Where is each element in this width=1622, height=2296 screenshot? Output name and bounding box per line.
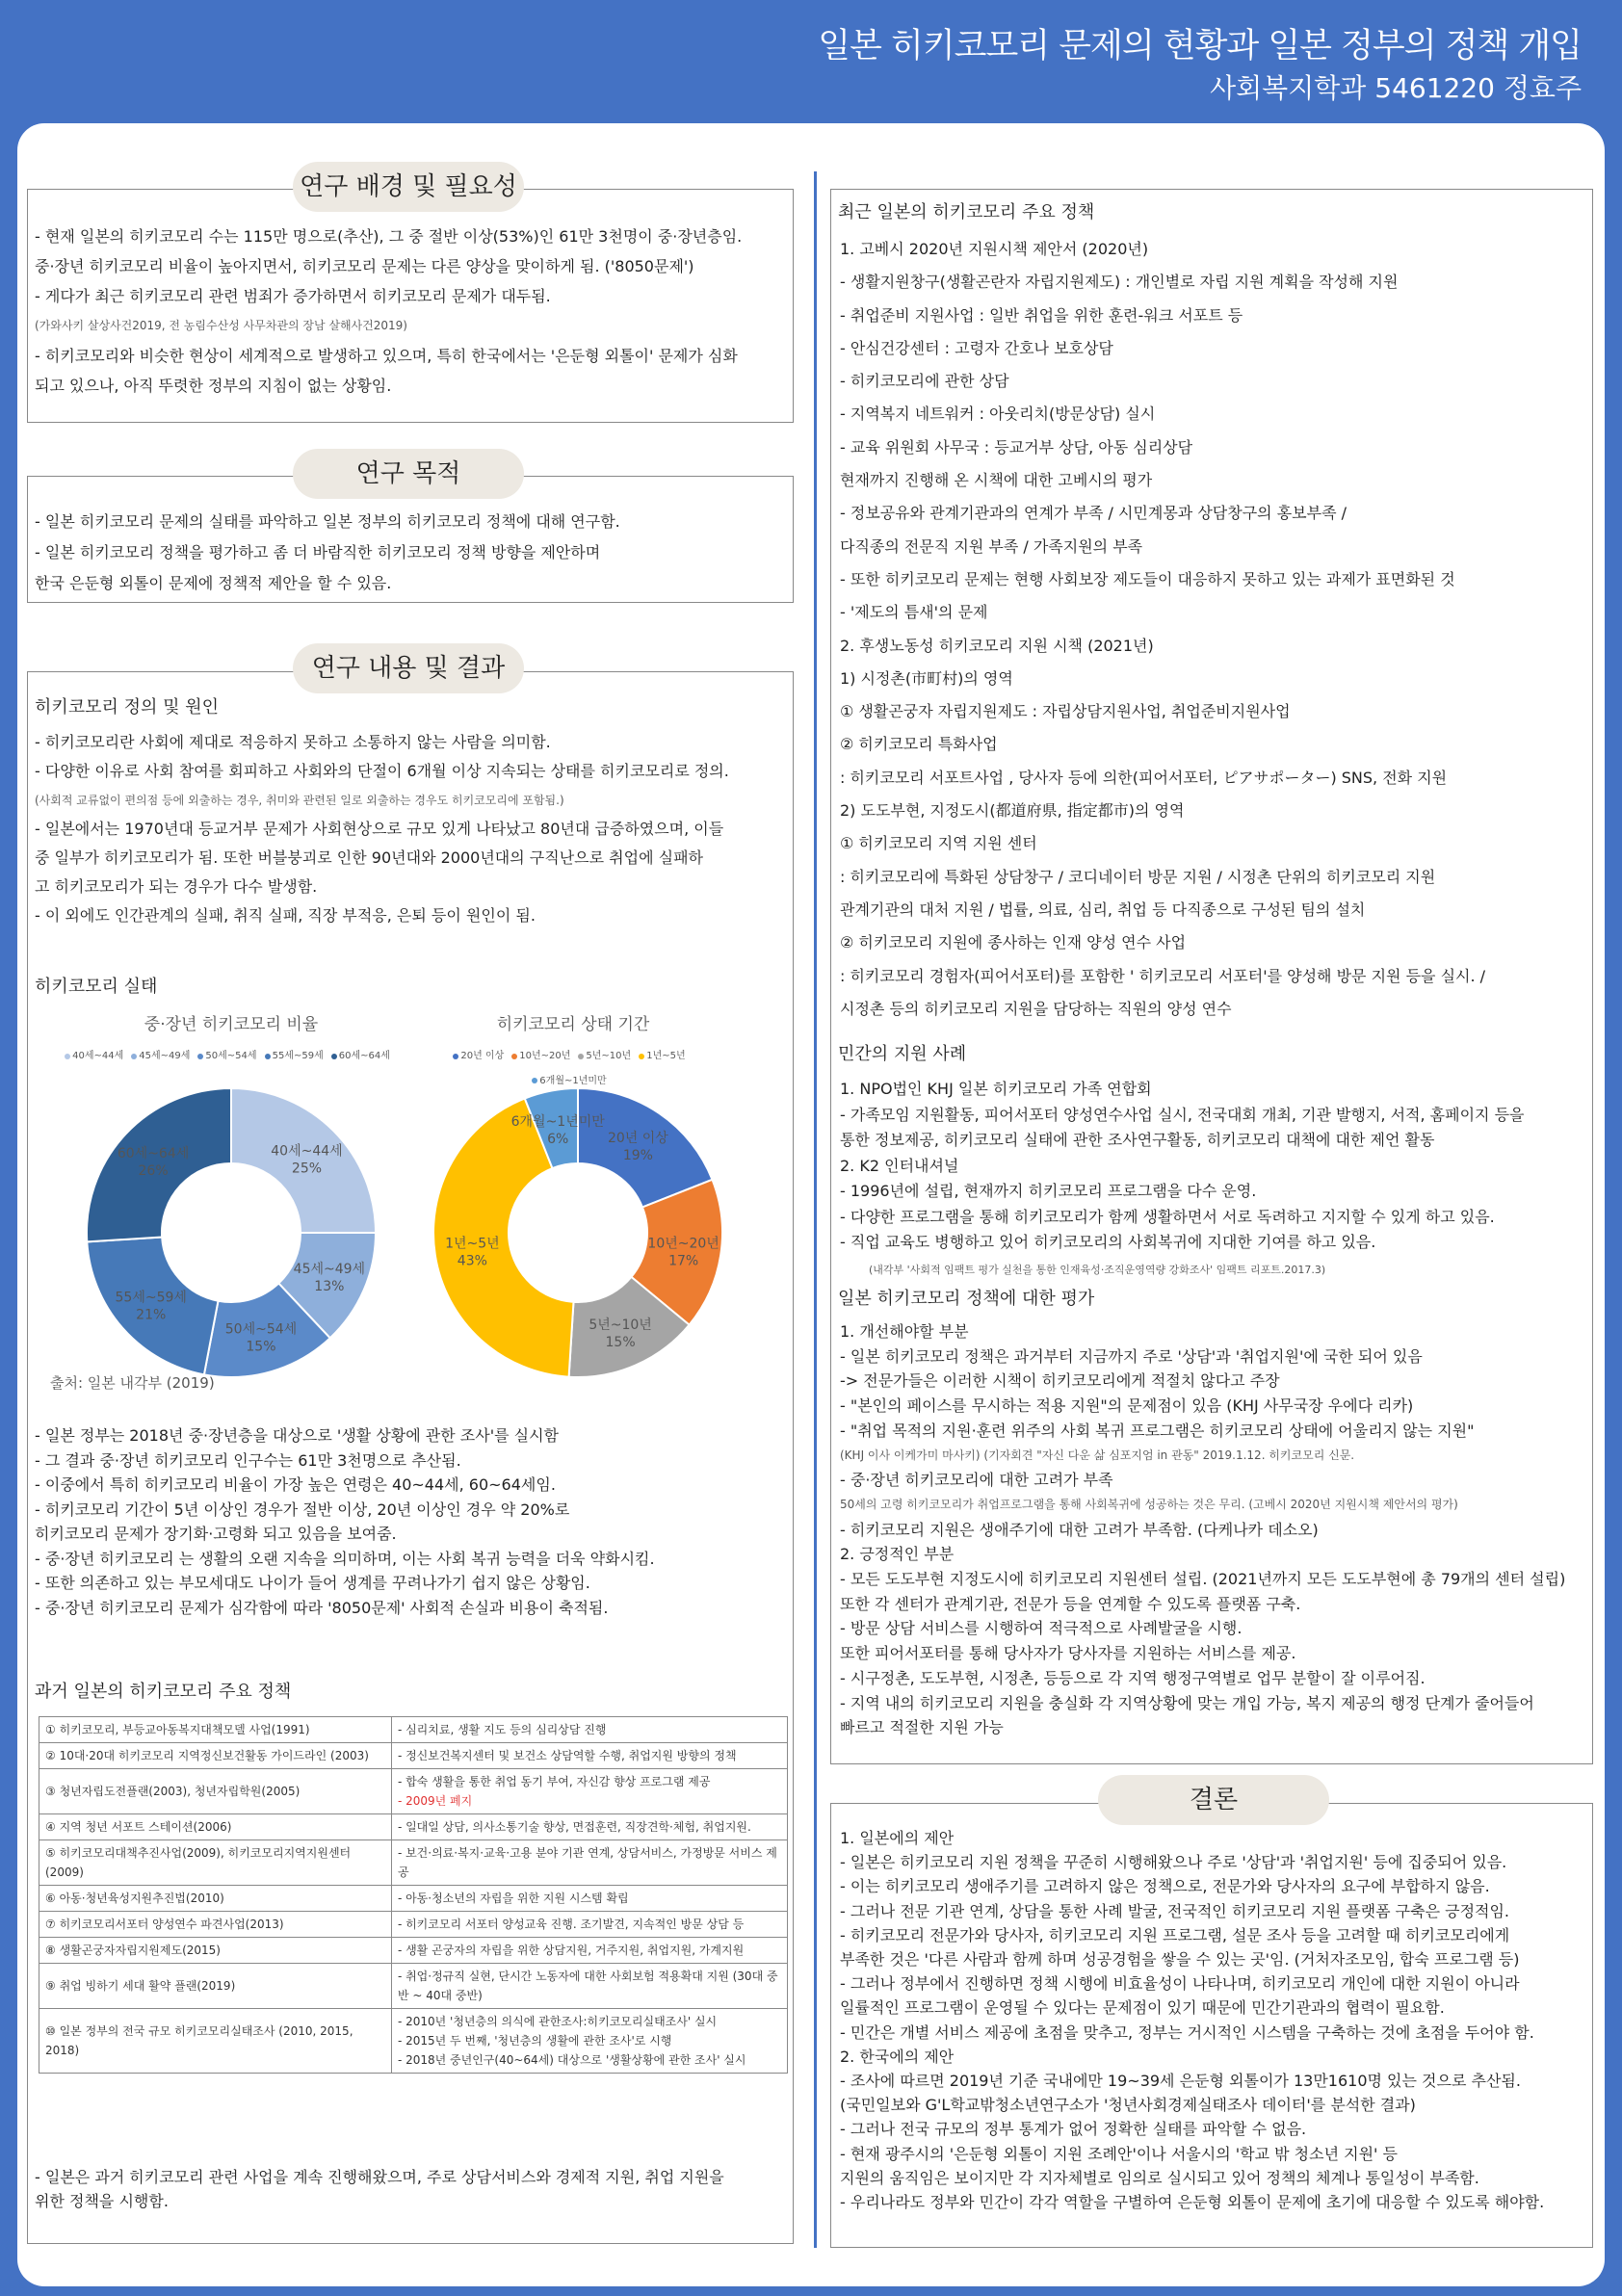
poster-header xyxy=(0,0,1622,125)
table-row xyxy=(39,2009,788,2074)
policy-desc xyxy=(391,1886,787,1912)
text-line: 2. 후생노동성 히키코모리 지원 시책 (2021년) xyxy=(840,636,1154,655)
text-line: 중 일부가 히키코모리가 됨. 또한 버블붕괴로 인한 90년대와 2000년대의 구직난으로 취업에 실패하 xyxy=(35,848,703,867)
text-line: 통한 정보제공, 히키코모리 실태에 관한 조사연구활동, 히키코모리 대책에 대한 제언 활동 xyxy=(840,1131,1435,1149)
slice-label: 55세~59세 xyxy=(115,1290,187,1306)
text-line: : 히키코모리에 특화된 상담창구 / 코디네이터 방문 지원 / 시정촌 단위의 히키코모리 지원 xyxy=(840,867,1436,886)
poster-author: 사회복지학과 5461220 정효주 xyxy=(1210,72,1582,104)
policy-name: ⑤ 히키코모리대책추진사업(2009), 히키코모리지역지원센터(2009) xyxy=(39,1840,392,1886)
text-line: - 히키코모리란 사회에 제대로 적응하지 못하고 소통하지 않는 사람을 의미함. xyxy=(35,733,551,751)
policy-desc-line: - 아동·청소년의 자립을 위한 지원 시스템 확립 xyxy=(397,1892,629,1905)
definition-text xyxy=(35,728,790,930)
policy-desc xyxy=(391,1938,787,1964)
background-heading: 연구 배경 및 필요성 xyxy=(293,162,524,212)
table-row xyxy=(39,1814,788,1840)
text-line: 또한 각 센터가 관계기관, 전문가 등을 연계할 수 있도록 플랫폼 구축. xyxy=(840,1594,1301,1613)
legend-item xyxy=(65,1044,123,1068)
slice-value: 15% xyxy=(605,1334,636,1350)
policy-name: ⑧ 생활곤궁자자립지원제도(2015) xyxy=(39,1938,392,1964)
recent-text xyxy=(840,233,1591,1026)
table-row xyxy=(39,1769,788,1814)
legend-label: 60세~64세 xyxy=(338,1051,390,1061)
policy-desc xyxy=(391,1814,787,1840)
policy-name: ② 10대·20대 히키코모리 지역정신보건활동 가이드라인 (2003) xyxy=(39,1743,392,1769)
legend-label: 10년~20년 xyxy=(519,1051,571,1061)
slice-value: 17% xyxy=(668,1253,699,1269)
text-line: 2. 긍정적인 부분 xyxy=(840,1545,955,1564)
legend-label: 45세~49세 xyxy=(139,1051,191,1061)
text-line: 일률적인 프로그램이 운영될 수 있다는 문제점이 있기 때문에 민간기관과의 협력이 필요함. xyxy=(840,1998,1445,2018)
text-line: -> 전문가들은 이러한 시책이 히키코모리에게 적절치 않다고 주장 xyxy=(840,1371,1280,1391)
text-line: - 또한 의존하고 있는 부모세대도 나이가 들어 생계를 꾸려나가기 쉽지 않은 상황임. xyxy=(35,1574,590,1592)
text-line: 또한 피어서포터를 통해 당사자가 당사자를 지원하는 서비스를 제공. xyxy=(840,1644,1296,1663)
table-row xyxy=(39,1938,788,1964)
policy-desc-line: - 2015년 두 번째, '청년층의 생활에 관한 조사'로 시행 xyxy=(397,2034,672,2048)
text-line: - 조사에 따르면 2019년 기준 국내에만 19~39세 은둔형 외톨이가 13만1610명 있는 것으로 추산됨. xyxy=(840,2072,1521,2091)
background-text xyxy=(35,222,790,401)
policy-desc xyxy=(391,1964,787,2009)
text-line: 중·장년 히키코모리 비율이 높아지면서, 히키코모리 문제는 다른 양상을 맞이하게 됨. ('8050문제') xyxy=(35,257,694,275)
policy-desc-line: - 정신보건복지센터 및 보건소 상담역할 수행, 취업지원 방향의 정책 xyxy=(397,1749,737,1762)
conclusion-heading: 결론 xyxy=(1098,1775,1329,1825)
chart1-legend xyxy=(39,1044,424,1069)
text-line: - 히키코모리 기간이 5년 이상인 경우가 절반 이상, 20년 이상인 경우 약 20%로 xyxy=(35,1500,570,1519)
text-line: - 히키코모리 지원은 생애주기에 대한 고려가 부족함. (다케나카 데소오) xyxy=(840,1520,1319,1539)
text-line: - 일본에서는 1970년대 등교거부 문제가 사회현상으로 규모 있게 나타났고 80년대 급증하였으며, 이들 xyxy=(35,820,724,838)
policy-name: ⑩ 일본 정부의 전국 규모 히키코모리실태조사 (2010, 2015, 2018) xyxy=(39,2009,392,2074)
text-line: - 일본 정부는 2018년 중·장년층을 대상으로 '생활 상황에 관한 조사'를 실시함 xyxy=(35,1426,560,1445)
policy-desc xyxy=(391,1769,787,1814)
legend-item xyxy=(511,1044,570,1068)
text-line: 히키코모리 문제가 장기화·고령화 되고 있음을 보여줌. xyxy=(35,1525,397,1543)
text-line: 1. 일본에의 제안 xyxy=(840,1829,955,1847)
text-line: 50세의 고령 히키코모리가 취업프로그램을 통해 사회복귀에 성공하는 것은 무리. (고베시 2020년 지원시책 제안서의 평가) xyxy=(840,1497,1458,1511)
text-line: - 중·장년 히키코모리 문제가 심각함에 따라 '8050문제' 사회적 손실과 비용이 축적됨. xyxy=(35,1598,609,1617)
text-line: - 히키코모리 전문가와 당사자, 히키코모리 지원 프로그램, 설문 조사 등을 고려할 때 히키코모리에게 xyxy=(840,1925,1510,1944)
content-heading: 연구 내용 및 결과 xyxy=(293,643,524,693)
text-line: - 이중에서 특히 히키코모리 비율이 가장 높은 연령은 40~44세, 60~64세임. xyxy=(35,1475,556,1494)
text-line: - 1996년에 설립, 현재까지 히키코모리 프로그램을 다수 운영. xyxy=(840,1182,1257,1200)
purpose-text xyxy=(35,507,790,599)
policy-desc-line: - 히키코모리 서포터 양성교육 진행. 조기발견, 지속적인 방문 상담 등 xyxy=(397,1918,745,1931)
eval-title: 일본 히키코모리 정책에 대한 평가 xyxy=(838,1289,1095,1309)
donut-slice xyxy=(87,1238,218,1375)
chart2-donut xyxy=(424,1079,732,1387)
policy-desc-line: - 2018년 중년인구(40~64세) 대상으로 '생활상황에 관한 조사' 실시 xyxy=(397,2053,746,2067)
text-line: - 방문 상담 서비스를 시행하여 적극적으로 사례발굴을 시행. xyxy=(840,1619,1243,1638)
table-row xyxy=(39,1964,788,2009)
table-row xyxy=(39,1840,788,1886)
policy-desc-line: - 심리치료, 생활 지도 등의 심리상담 진행 xyxy=(397,1723,607,1736)
definition-title: 히키코모리 정의 및 원인 xyxy=(35,697,220,718)
slice-label: 60세~64세 xyxy=(117,1146,190,1162)
legend-label: 5년~10년 xyxy=(586,1051,632,1061)
text-line: - 그러나 전문 기관 연계, 상담을 통한 사례 발굴, 전국적인 히키코모리 지원 플랫폼 구축은 긍정적임. xyxy=(840,1901,1510,1920)
legend-swatch xyxy=(65,1054,70,1059)
poster-title: 일본 히키코모리 문제의 현황과 일본 정부의 정책 개입 xyxy=(818,27,1582,65)
text-line: - 정보공유와 관계기관과의 연계가 부족 / 시민계몽과 상담창구의 홍보부족 / xyxy=(840,504,1347,523)
legend-swatch xyxy=(578,1054,584,1059)
legend-swatch xyxy=(331,1054,337,1059)
text-line: 1) 시정촌(市町村)의 영역 xyxy=(840,668,1013,688)
private-text xyxy=(840,1077,1591,1256)
text-line: - 이 외에도 인간관계의 실패, 취직 실패, 직장 부적응, 은퇴 등이 원인이 됨. xyxy=(35,906,536,925)
text-line: ① 생활곤궁자 자립지원제도 : 자립상담지원사업, 취업준비지원사업 xyxy=(840,702,1291,721)
slice-value: 25% xyxy=(291,1161,323,1177)
table-row xyxy=(39,1743,788,1769)
policy-desc-line: - 2009년 폐지 xyxy=(397,1794,473,1808)
policy-name: ⑦ 히키코모리서포터 양성연수 파견사업(2013) xyxy=(39,1912,392,1938)
chart-source: 출처: 일본 내각부 (2019) xyxy=(50,1374,215,1392)
text-line: 부족한 것은 '다른 사람과 함께 하며 성공경험을 쌓을 수 있는 곳'임. (거처자조모임, 합숙 프로그램 등) xyxy=(840,1950,1520,1970)
text-line: - 일본 히키코모리 문제의 실태를 파악하고 일본 정부의 히키코모리 정책에 대해 연구함. xyxy=(35,512,620,531)
text-line: - 그러나 전국 규모의 정부 통계가 없어 정확한 실태를 파악할 수 없음. xyxy=(840,2120,1307,2139)
text-line: - 직업 교육도 병행하고 있어 히키코모리의 사회복귀에 지대한 기여를 하고 있음. xyxy=(840,1233,1376,1251)
text-line: ② 히키코모리 특화사업 xyxy=(840,735,998,754)
text-line: 지원의 움직임은 보이지만 각 지자체별로 임의로 실시되고 있어 정책의 체계나 통일성이 부족함. xyxy=(840,2168,1479,2187)
legend-item xyxy=(639,1044,685,1068)
slice-label: 20년 이상 xyxy=(607,1131,668,1147)
policy-name: ④ 지역 청년 서포트 스테이션(2006) xyxy=(39,1814,392,1840)
text-line: - 히키코모리와 비슷한 현상이 세계적으로 발생하고 있으며, 특히 한국에서는 '은둔형 외톨이' 문제가 심화 xyxy=(35,347,738,365)
policy-desc-line: - 취업·정규직 실현, 단시간 노동자에 대한 사회보험 적용확대 지원 (30대 중반 ~ 40대 중반) xyxy=(397,1970,778,2002)
legend-label: 55세~59세 xyxy=(272,1051,324,1061)
legend-label: 1년~5년 xyxy=(646,1051,686,1061)
recent-title: 최근 일본의 히키코모리 주요 정책 xyxy=(838,202,1095,222)
text-line: 다직종의 전문직 지원 부족 / 가족지원의 부족 xyxy=(840,536,1143,556)
text-line: 위한 정책을 시행함. xyxy=(35,2192,169,2210)
text-line: - 지역복지 네트워커 : 아웃리치(방문상담) 실시 xyxy=(840,404,1156,424)
slice-label: 6개월~1년미만 xyxy=(510,1113,605,1130)
text-line: - 취업준비 지원사업 : 일반 취업을 위한 훈련-워크 서포트 등 xyxy=(840,305,1243,325)
text-line: (가와사키 살상사건2019, 전 농림수산성 사무차관의 장남 살해사건2019) xyxy=(35,319,407,332)
legend-item xyxy=(453,1044,504,1068)
text-line: (국민일보와 G'L학교밖청소년연구소가 '청년사회경제실태조사 데이터'를 분석한 결과) xyxy=(840,2096,1416,2115)
policy-name: ⑥ 아동·청년육성지원추진법(2010) xyxy=(39,1886,392,1912)
text-line: 관계기관의 대처 지원 / 법률, 의료, 심리, 취업 등 다직종으로 구성된 팀의 설치 xyxy=(840,900,1366,919)
text-line: - 이는 히키코모리 생애주기를 고려하지 않은 정책으로, 전문가와 당사자의 요구에 부합하지 않음. xyxy=(840,1877,1490,1896)
legend-swatch xyxy=(511,1054,517,1059)
text-line: 한국 은둔형 외톨이 문제에 정책적 제안을 할 수 있음. xyxy=(35,574,392,592)
text-line: 1. 고베시 2020년 지원시책 제안서 (2020년) xyxy=(840,240,1149,258)
text-line: 되고 있으나, 아직 뚜렷한 정부의 지침이 없는 상황임. xyxy=(35,377,392,395)
text-line: - 일본 히키코모리 정책은 과거부터 지금까지 주로 '상담'과 '취업지원'에 국한 되어 있음 xyxy=(840,1346,1423,1366)
text-line: 1. NPO법인 KHJ 일본 히키코모리 가족 연합회 xyxy=(840,1080,1152,1098)
chart1-title: 중·장년 히키코모리 비율 xyxy=(144,1015,319,1034)
text-line: - 가족모임 지원활동, 피어서포터 양성연수사업 실시, 전국대회 개최, 기관 발행지, 서적, 홈페이지 등을 xyxy=(840,1105,1525,1124)
text-line: ① 히키코모리 지역 지원 센터 xyxy=(840,834,1037,853)
slice-value: 43% xyxy=(457,1253,487,1269)
legend-swatch xyxy=(131,1054,137,1059)
text-line: - '제도의 틈새'의 문제 xyxy=(840,603,988,622)
text-line: - 게다가 최근 히키코모리 관련 범죄가 증가하면서 히키코모리 문제가 대두됨. xyxy=(35,287,551,305)
purpose-heading: 연구 목적 xyxy=(293,449,524,499)
legend-label: 50세~54세 xyxy=(205,1051,257,1061)
table-row xyxy=(39,1912,788,1938)
text-line: 2) 도도부현, 지정도시(都道府県, 指定都市)의 영역 xyxy=(840,801,1185,821)
text-line: - 그러나 정부에서 진행하면 정책 시행에 비효율성이 나타나며, 히키코모리 개인에 대한 지원이 아니라 xyxy=(840,1974,1520,1994)
chart1-donut xyxy=(77,1079,385,1387)
text-line: : 히키코모리 경험자(피어서포터)를 포함한 ' 히키코모리 서포터'를 양성해 방문 지원 등을 실시. / xyxy=(840,966,1486,985)
text-line: - 다양한 프로그램을 통해 히키코모리가 함께 생활하면서 서로 독려하고 지지할 수 있게 하고 있음. xyxy=(840,1207,1495,1226)
slice-value: 15% xyxy=(246,1339,276,1355)
legend-item xyxy=(331,1044,390,1068)
text-line: (KHJ 이사 이케가미 마사키) (기자회견 "자신 다운 삶 심포지엄 in 관동" 2019.1.12. 히키코모리 신문. xyxy=(840,1448,1355,1462)
text-line: - 또한 히키코모리 문제는 현행 사회보장 제도들이 대응하지 못하고 있는 과제가 표면화된 것 xyxy=(840,569,1455,588)
legend-label: 6개월~1년미만 xyxy=(539,1075,607,1086)
policy-name: ③ 청년자립도전플랜(2003), 청년자립학원(2005) xyxy=(39,1769,392,1814)
past-policy-title: 과거 일본의 히키코모리 주요 정책 xyxy=(35,1682,292,1702)
eval-text xyxy=(840,1319,1591,1740)
text-line: - 중·장년 히키코모리에 대한 고려가 부족 xyxy=(840,1471,1113,1490)
legend-item xyxy=(578,1044,631,1068)
text-line: - 현재 광주시의 '은둔형 외톨이 지원 조례안'이나 서울시의 '학교 밖 청소년 지원' 등 xyxy=(840,2144,1398,2163)
legend-item xyxy=(197,1044,256,1068)
policy-desc-line: - 보건·의료·복지·교육·고용 분야 기관 연계, 상담서비스, 가정방문 서비스 제공 xyxy=(397,1846,777,1879)
text-line: - 히키코모리에 관한 상담 xyxy=(840,372,1009,391)
text-line: - 중·장년 히키코모리 는 생활의 오랜 지속을 의미하며, 이는 사회 복귀 능력을 더욱 약화시킴. xyxy=(35,1549,655,1568)
policy-desc-line: - 생활 곤궁자의 자립을 위한 상담지원, 거주지원, 취업지원, 가계지원 xyxy=(397,1944,745,1957)
past-policy-table xyxy=(39,1716,788,2074)
past-summary xyxy=(35,2165,790,2213)
text-line: - 일본은 히키코모리 지원 정책을 꾸준히 시행해왔으나 주로 '상담'과 '취업지원' 등에 집중되어 있음. xyxy=(840,1853,1507,1872)
text-line: - 안심건강센터 : 고령자 간호나 보호상담 xyxy=(840,338,1113,357)
slice-value: 6% xyxy=(547,1131,569,1147)
policy-name: ① 히키코모리, 부등교아동복지대책모델 사업(1991) xyxy=(39,1717,392,1743)
text-line: - 다양한 이유로 사회 참여를 회피하고 사회와의 단절이 6개월 이상 지속되는 상태를 히키코모리로 정의. xyxy=(35,762,729,780)
legend-label: 20년 이상 xyxy=(460,1051,505,1061)
text-line: - 지역 내의 히키코모리 지원을 충실화 각 지역상황에 맞는 개입 가능, 복지 제공의 행정 단계가 줄어들어 xyxy=(840,1693,1534,1712)
policy-desc-line: - 일대일 상담, 의사소통기술 향상, 면접훈련, 직장견학·체험, 취업지원. xyxy=(397,1820,751,1834)
text-line: - 민간은 개별 서비스 제공에 초점을 맞추고, 정부는 거시적인 시스템을 구축하는 것에 초점을 두어야 함. xyxy=(840,2022,1534,2042)
slice-value: 21% xyxy=(136,1307,167,1323)
status-title: 히키코모리 실태 xyxy=(35,977,158,997)
table-row xyxy=(39,1717,788,1743)
policy-desc xyxy=(391,1840,787,1886)
slice-label: 1년~5년 xyxy=(445,1236,500,1252)
policy-desc xyxy=(391,1743,787,1769)
text-line: : 히키코모리 서포트사업 , 당사자 등에 의한(피어서포터, ピアサポーター) SNS, 전화 지원 xyxy=(840,768,1448,787)
text-line: 1. 개선해야할 부분 xyxy=(840,1322,969,1341)
slice-label: 40세~44세 xyxy=(271,1143,343,1160)
table-row xyxy=(39,1886,788,1912)
slice-label: 45세~49세 xyxy=(293,1262,366,1278)
conclusion-text xyxy=(840,1826,1591,2214)
policy-desc xyxy=(391,1717,787,1743)
text-line: - 일본은 과거 히키코모리 관련 사업을 계속 진행해왔으며, 주로 상담서비스와 경제적 지원, 취업 지원을 xyxy=(35,2168,724,2186)
slice-label: 50세~54세 xyxy=(224,1321,298,1338)
slice-value: 13% xyxy=(314,1279,345,1295)
text-line: 현재까지 진행해 온 시책에 대한 고베시의 평가 xyxy=(840,471,1153,490)
text-line: - 시구정촌, 도도부현, 시정촌, 등등으로 각 지역 행정구역별로 업무 분할이 잘 이루어짐. xyxy=(840,1668,1426,1687)
policy-desc xyxy=(391,1912,787,1938)
text-line: 2. K2 인터내셔널 xyxy=(840,1156,959,1175)
legend-label: 40세~44세 xyxy=(72,1051,124,1061)
slice-label: 10년~20년 xyxy=(647,1236,719,1252)
slice-value: 26% xyxy=(138,1163,169,1180)
findings-text xyxy=(35,1423,790,1620)
text-line: - 그 결과 중·장년 히키코모리 인구수는 61만 3천명으로 추산됨. xyxy=(35,1450,461,1470)
text-line: - 일본 히키코모리 정책을 평가하고 좀 더 바람직한 히키코모리 정책 방향을 제안하며 xyxy=(35,543,601,561)
text-line: - 모든 도도부현 지정도시에 히키코모리 지원센터 설립. (2021년까지 모든 도도부현에 총 79개의 센터 설립) xyxy=(840,1570,1566,1589)
policy-desc-line: - 2010년 '청년층의 의식에 관한조사:히키코모리실태조사' 실시 xyxy=(397,2015,718,2028)
legend-swatch xyxy=(265,1054,271,1059)
policy-desc-line: - 합숙 생활을 통한 취업 동기 부여, 자신감 향상 프로그램 제공 xyxy=(397,1775,711,1788)
text-line: ② 히키코모리 지원에 종사하는 인재 양성 연수 사업 xyxy=(840,933,1187,952)
text-line: 2. 한국에의 제안 xyxy=(840,2047,955,2066)
slice-value: 19% xyxy=(622,1148,653,1164)
column-divider xyxy=(814,171,817,2248)
slice-label: 5년~10년 xyxy=(589,1317,652,1333)
private-note: (내각부 '사회적 임팩트 평가 실천을 통한 인재육성·조직운영역량 강화조사' 임팩트 리포트.2017.3) xyxy=(869,1264,1326,1276)
text-line: - "취업 목적의 지원·훈련 위주의 사회 복귀 프로그램은 히키코모리 상태에 어울리지 않는 지원" xyxy=(840,1421,1475,1440)
text-line: - "본인의 페이스를 무시하는 적용 지원"의 문제점이 있음 (KHJ 사무국장 우에다 리카) xyxy=(840,1396,1414,1416)
private-title: 민간의 지원 사례 xyxy=(838,1044,967,1064)
policy-name: ⑨ 취업 빙하기 세대 활약 플랜(2019) xyxy=(39,1964,392,2009)
text-line: - 교육 위원회 사무국 : 등교거부 상담, 아동 심리상담 xyxy=(840,437,1193,457)
legend-swatch xyxy=(639,1054,644,1059)
text-line: 고 히키코모리가 되는 경우가 다수 발생함. xyxy=(35,877,318,896)
chart2-title: 히키코모리 상태 기간 xyxy=(496,1015,650,1034)
text-line: - 생활지원창구(생활곤란자 자립지원제도) : 개인별로 자립 지원 계획을 작성해 지원 xyxy=(840,273,1399,292)
text-line: - 우리나라도 정부와 민간이 각각 역할을 구별하여 은둔형 외톨이 문제에 초기에 대응할 수 있도록 해야함. xyxy=(840,2193,1545,2212)
policy-desc xyxy=(391,2009,787,2074)
legend-item xyxy=(131,1044,190,1068)
legend-item xyxy=(265,1044,324,1068)
legend-swatch xyxy=(453,1054,458,1059)
text-line: - 현재 일본의 히키코모리 수는 115만 명으로(추산), 그 중 절반 이상(53%)인 61만 3천명이 중·장년층임. xyxy=(35,227,743,246)
text-line: (사회적 교류없이 편의점 등에 외출하는 경우, 취미와 관련된 일로 외출하는 경우도 히키코모리에 포함됨.) xyxy=(35,794,564,807)
legend-swatch xyxy=(197,1054,203,1059)
text-line: 빠르고 적절한 지원 가능 xyxy=(840,1718,1004,1737)
text-line: 시정촌 등의 히키코모리 지원을 담당하는 직원의 양성 연수 xyxy=(840,999,1232,1018)
